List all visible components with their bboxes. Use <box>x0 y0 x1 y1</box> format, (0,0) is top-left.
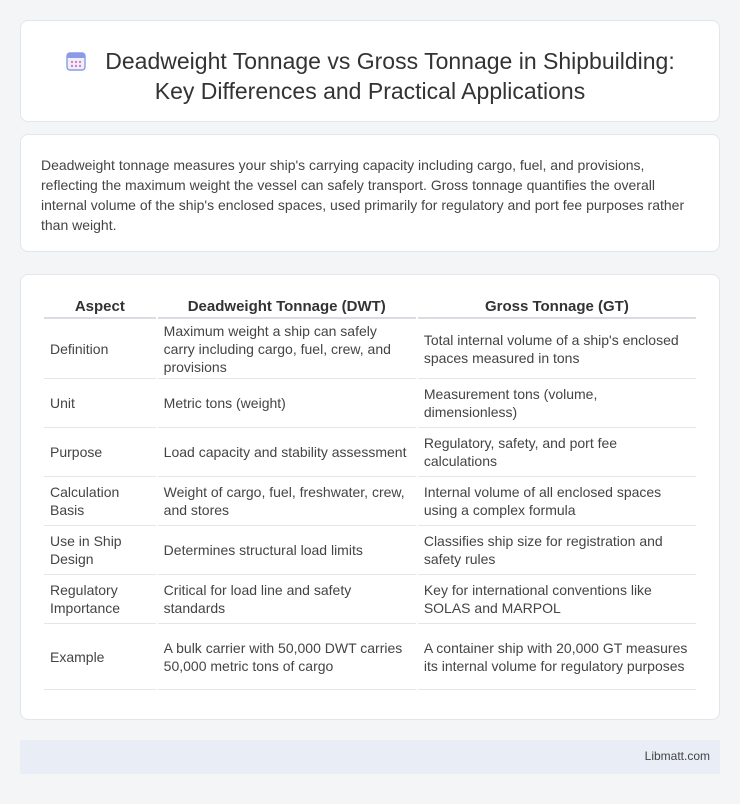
intro-card <box>20 134 720 252</box>
calendar-icon <box>65 50 87 72</box>
footer-brand-link[interactable]: Libmatt.com <box>644 749 710 763</box>
cell-dwt: A bulk carrier with 50,000 DWT carries 50,000 metric tons of cargo <box>158 624 416 690</box>
table-row <box>44 526 696 575</box>
header-aspect: Aspect <box>44 295 156 319</box>
table-row <box>44 477 696 526</box>
cell-dwt: Metric tons (weight) <box>158 379 416 428</box>
cell-gt: Classifies ship size for registration and safety rules <box>418 526 696 575</box>
cell-gt: Internal volume of all enclosed spaces using a complex formula <box>418 477 696 526</box>
title-line-2: Key Differences and Practical Applications <box>154 78 586 104</box>
table-row <box>44 428 696 477</box>
table-header-row <box>44 295 696 319</box>
comparison-card <box>20 274 720 720</box>
title-card <box>20 20 720 122</box>
cell-dwt: Critical for load line and safety standards <box>158 575 416 624</box>
cell-aspect: Definition <box>44 319 156 379</box>
table-row <box>44 319 696 379</box>
header-gt: Gross Tonnage (GT) <box>418 295 696 319</box>
table-row <box>44 379 696 428</box>
cell-aspect: Use in Ship Design <box>44 526 156 575</box>
cell-aspect: Unit <box>44 379 156 428</box>
cell-dwt: Weight of cargo, fuel, freshwater, crew, and stores <box>158 477 416 526</box>
cell-gt: A container ship with 20,000 GT measures its internal volume for regulatory purposes <box>418 624 696 690</box>
header-dwt: Deadweight Tonnage (DWT) <box>158 295 416 319</box>
cell-aspect: Calculation Basis <box>44 477 156 526</box>
cell-gt: Key for international conventions like SOLAS and MARPOL <box>418 575 696 624</box>
footer <box>20 740 720 774</box>
cell-dwt: Maximum weight a ship can safely carry including cargo, fuel, crew, and provisions <box>158 319 416 379</box>
comparison-table <box>42 295 698 690</box>
table-row <box>44 575 696 624</box>
cell-aspect: Purpose <box>44 428 156 477</box>
page-title <box>65 46 674 106</box>
cell-aspect: Regulatory Importance <box>44 575 156 624</box>
cell-aspect: Example <box>44 624 156 690</box>
cell-gt: Total internal volume of a ship's enclosed spaces measured in tons <box>418 319 696 379</box>
cell-gt: Measurement tons (volume, dimensionless) <box>418 379 696 428</box>
table-row <box>44 624 696 690</box>
cell-dwt: Determines structural load limits <box>158 526 416 575</box>
title-line-1: Deadweight Tonnage vs Gross Tonnage in Shipbuilding: <box>105 48 675 74</box>
cell-gt: Regulatory, safety, and port fee calculations <box>418 428 696 477</box>
intro-paragraph: Deadweight tonnage measures your ship's carrying capacity including cargo, fuel, and provisions, reflecting the maximum weight the vessel can safely transport. Gross tonnage quantifies the overall internal volume of the ship's enclosed spaces, used primarily for regulatory and port fee purposes rather than weight. <box>41 157 685 233</box>
cell-dwt: Load capacity and stability assessment <box>158 428 416 477</box>
